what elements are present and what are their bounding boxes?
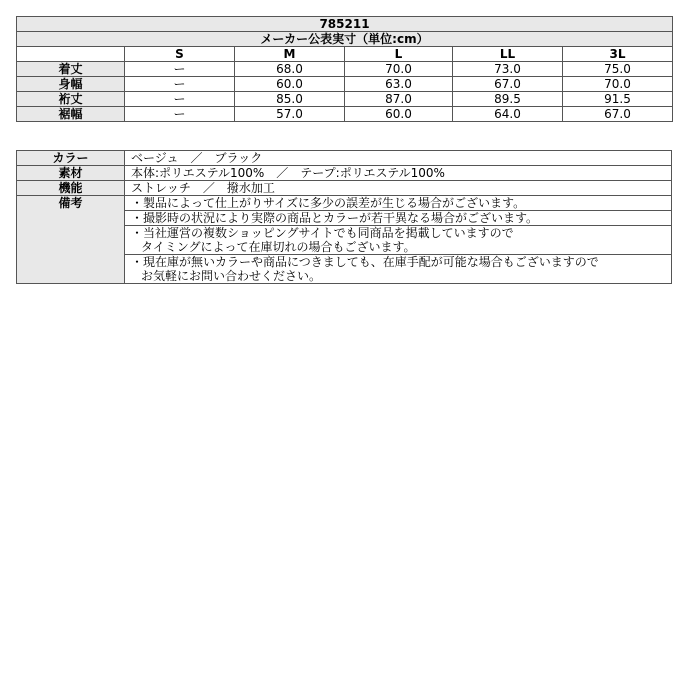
size-header: L bbox=[345, 47, 453, 62]
size-cell: 60.0 bbox=[235, 77, 345, 92]
size-cell: 67.0 bbox=[563, 107, 673, 122]
note-item bbox=[125, 196, 672, 211]
info-table bbox=[16, 150, 672, 284]
size-cell: ー bbox=[125, 77, 235, 92]
note-line: タイミングによって在庫切れの場合もございます。 bbox=[141, 240, 416, 254]
size-cell: 75.0 bbox=[563, 62, 673, 77]
size-cell: 89.5 bbox=[453, 92, 563, 107]
info-row-color bbox=[17, 151, 672, 166]
size-cell: 85.0 bbox=[235, 92, 345, 107]
note-item bbox=[125, 211, 672, 226]
material-value: 本体:ポリエステル100% ／ テープ:ポリエステル100% bbox=[125, 166, 672, 181]
size-cell: ー bbox=[125, 92, 235, 107]
note-line: ・製品によって仕上がりサイズに多少の誤差が生じる場合がございます。 bbox=[131, 196, 526, 210]
table-row bbox=[17, 62, 673, 77]
size-cell: ー bbox=[125, 107, 235, 122]
size-cell: 73.0 bbox=[453, 62, 563, 77]
table-row bbox=[17, 77, 673, 92]
row-label: 身幅 bbox=[17, 77, 125, 92]
color-value: ベージュ ／ ブラック bbox=[125, 151, 672, 166]
size-header: M bbox=[235, 47, 345, 62]
row-label: 裾幅 bbox=[17, 107, 125, 122]
product-code: 785211 bbox=[17, 17, 673, 32]
note-line: ・撮影時の状況により実際の商品とカラーが若干異なる場合がございます。 bbox=[131, 211, 539, 225]
size-cell: 57.0 bbox=[235, 107, 345, 122]
info-row-notes bbox=[17, 196, 672, 211]
note-line: ・現在庫が無いカラーや商品につきましても、在庫手配が可能な場合もございますので bbox=[131, 255, 599, 269]
row-label: 裄丈 bbox=[17, 92, 125, 107]
size-table-subtitle: メーカー公表実寸（単位:cm） bbox=[17, 32, 673, 47]
size-cell: 68.0 bbox=[235, 62, 345, 77]
size-cell: 87.0 bbox=[345, 92, 453, 107]
row-label: 着丈 bbox=[17, 62, 125, 77]
table-row bbox=[17, 107, 673, 122]
info-row-material bbox=[17, 166, 672, 181]
note-item bbox=[125, 255, 672, 284]
note-line: お気軽にお問い合わせください。 bbox=[141, 269, 322, 283]
material-label: 素材 bbox=[17, 166, 125, 181]
size-cell: 67.0 bbox=[453, 77, 563, 92]
size-header: S bbox=[125, 47, 235, 62]
size-cell: 63.0 bbox=[345, 77, 453, 92]
size-cell: 60.0 bbox=[345, 107, 453, 122]
table-row bbox=[17, 92, 673, 107]
info-row-function bbox=[17, 181, 672, 196]
size-cell: ー bbox=[125, 62, 235, 77]
size-cell: 64.0 bbox=[453, 107, 563, 122]
size-header-empty bbox=[17, 47, 125, 62]
size-header-row bbox=[17, 47, 673, 62]
size-header: LL bbox=[453, 47, 563, 62]
size-header: 3L bbox=[563, 47, 673, 62]
note-item bbox=[125, 226, 672, 255]
function-label: 機能 bbox=[17, 181, 125, 196]
notes-label: 備考 bbox=[17, 196, 125, 284]
note-line: ・当社運営の複数ショッピングサイトでも同商品を掲載していますので bbox=[131, 226, 514, 240]
size-cell: 70.0 bbox=[345, 62, 453, 77]
color-label: カラー bbox=[17, 151, 125, 166]
size-cell: 91.5 bbox=[563, 92, 673, 107]
size-table bbox=[16, 16, 673, 122]
function-value: ストレッチ ／ 撥水加工 bbox=[125, 181, 672, 196]
size-cell: 70.0 bbox=[563, 77, 673, 92]
